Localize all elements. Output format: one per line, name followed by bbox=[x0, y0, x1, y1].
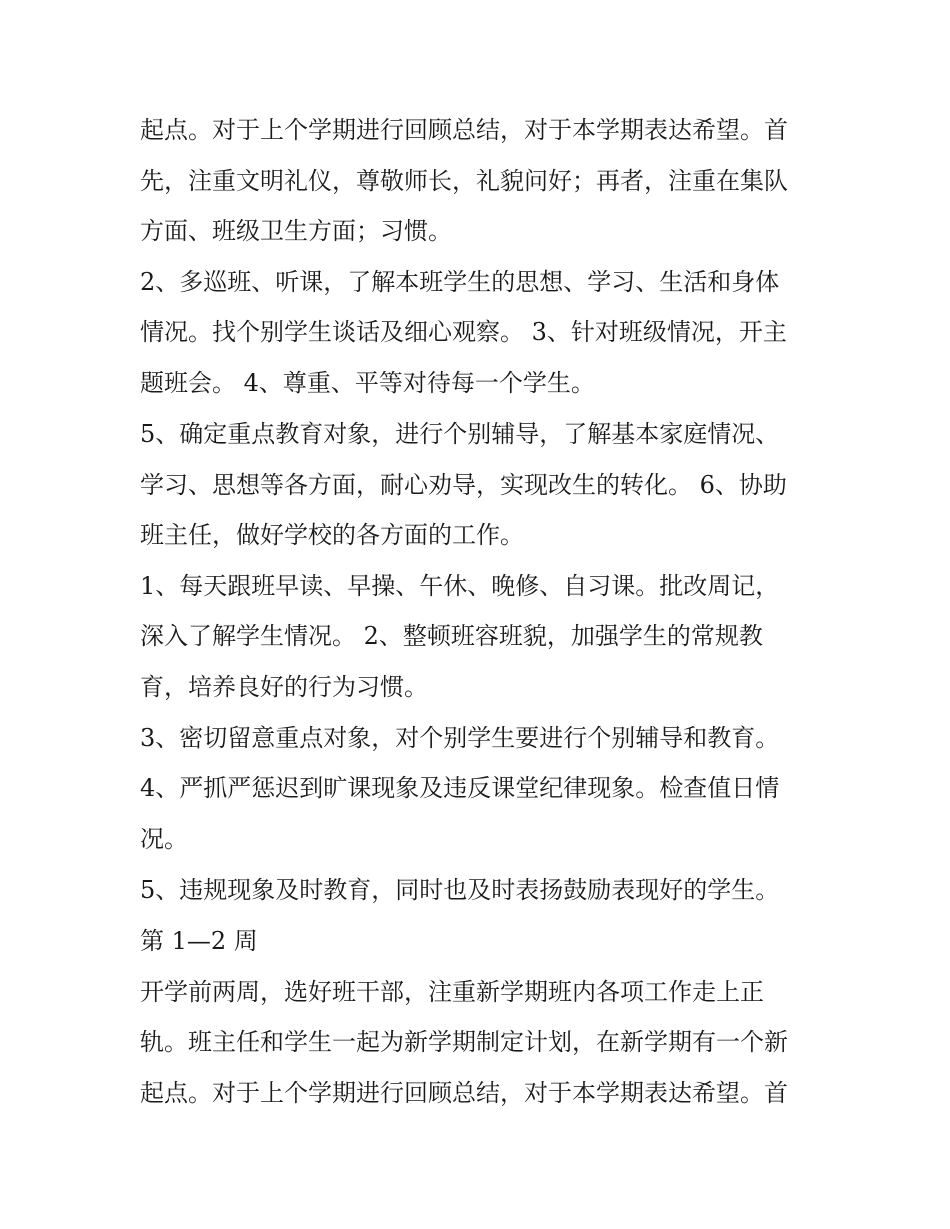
text-line: 5、违规现象及时教育，同时也及时表扬鼓励表现好的学生。 bbox=[140, 876, 780, 904]
text-line: 开学前两周，选好班干部，注重新学期班内各项工作走上正 bbox=[140, 978, 764, 1006]
text-line: 起点。对于上个学期进行回顾总结，对于本学期表达希望。首 bbox=[140, 1079, 788, 1107]
text-line: 2、多巡班、听课，了解本班学生的思想、学习、生活和身体 bbox=[140, 268, 780, 296]
text-line: 情况。找个别学生谈话及细心观察。 3、针对班级情况，开主 bbox=[140, 318, 787, 346]
text-line: 先，注重文明礼仪，尊敬师长，礼貌问好；再者，注重在集队 bbox=[140, 167, 788, 195]
text-line: 方面、班级卫生方面；习惯。 bbox=[140, 217, 452, 245]
text-line: 况。 bbox=[140, 825, 188, 853]
text-line: 5、确定重点教育对象，进行个别辅导，了解基本家庭情况、 bbox=[140, 420, 780, 448]
text-line: 班主任，做好学校的各方面的工作。 bbox=[140, 521, 524, 549]
section-heading: 第 1—2 周 bbox=[140, 927, 258, 955]
text-line: 深入了解学生情况。 2、整顿班容班貌，加强学生的常规教 bbox=[140, 622, 763, 650]
text-line: 学习、思想等各方面，耐心劝导，实现改生的转化。 6、协助 bbox=[140, 471, 787, 499]
text-line: 轨。班主任和学生一起为新学期制定计划，在新学期有一个新 bbox=[140, 1028, 788, 1056]
text-line: 4、严抓严惩迟到旷课现象及违反课堂纪律现象。检查值日情 bbox=[140, 774, 780, 802]
text-line: 1、每天跟班早读、早操、午休、晚修、自习课。批改周记， bbox=[140, 572, 780, 600]
text-line: 3、密切留意重点对象，对个别学生要进行个别辅导和教育。 bbox=[140, 724, 780, 752]
text-line: 题班会。 4、尊重、平等对待每一个学生。 bbox=[140, 369, 595, 397]
text-line: 育，培养良好的行为习惯。 bbox=[140, 673, 428, 701]
text-line: 起点。对于上个学期进行回顾总结，对于本学期表达希望。首 bbox=[140, 116, 788, 144]
